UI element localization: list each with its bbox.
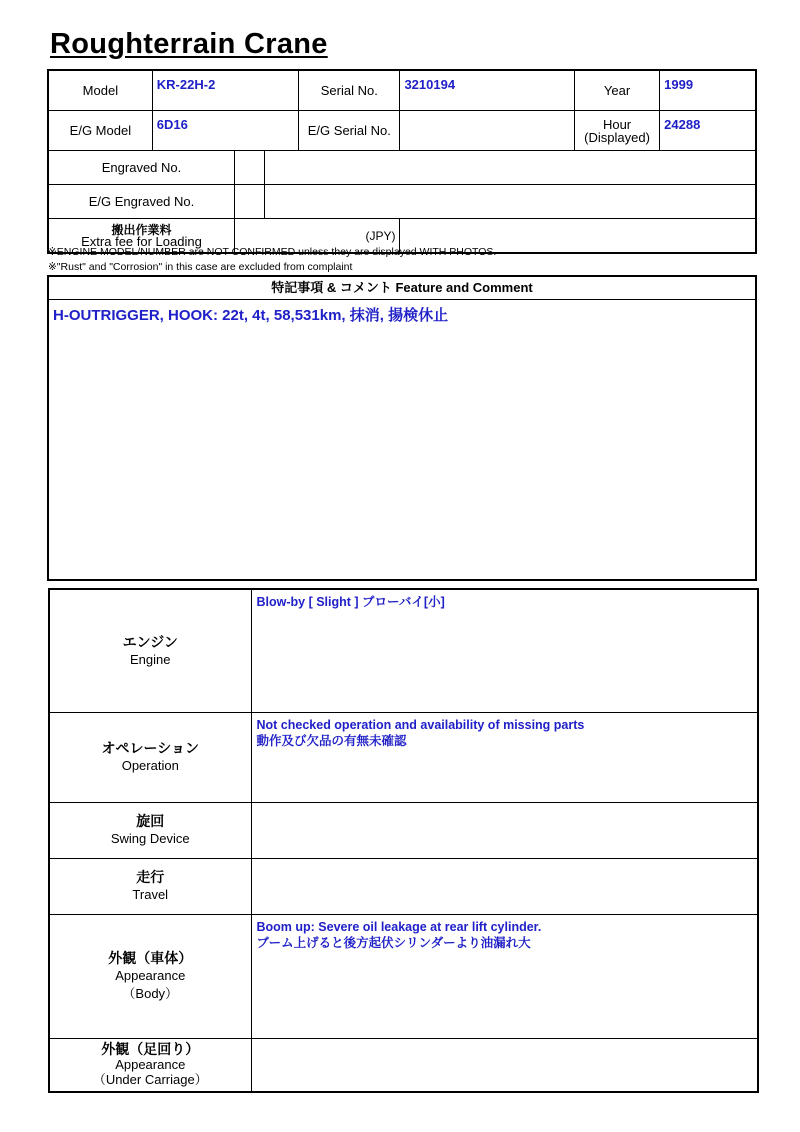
swing-label-en: Swing Device: [110, 831, 190, 846]
travel-label-jp: 走行: [136, 869, 165, 885]
appearance-under-label-en2: （Under Carriage）: [92, 1072, 208, 1088]
inspection-row-operation: [49, 712, 758, 802]
fee-label-jp: 搬出作業料: [111, 222, 172, 237]
inspection-row-appearance-body: [49, 914, 758, 1038]
appearance-body-comment-line2: ブーム上げると後方起伏シリンダーより油漏れ大: [256, 935, 531, 950]
engraved-label: Engraved No.: [48, 151, 235, 185]
appearance-body-label-jp: 外観（車体）: [108, 950, 193, 966]
inspection-row-appearance-undercarriage: [49, 1038, 758, 1092]
operation-label-jp: オペレーション: [101, 740, 199, 756]
operation-comment: [251, 712, 758, 802]
appearance-body-label-en2: （Body）: [122, 986, 179, 1001]
serial-value: 3210194: [400, 70, 574, 111]
appearance-under-label-jp: 外観（足回り）: [101, 1041, 200, 1058]
document-title: Roughterrain Crane: [50, 28, 328, 60]
inspection-table: [48, 588, 759, 1093]
spec-table: [47, 69, 757, 254]
engine-label-jp: エンジン: [122, 633, 178, 650]
hour-label-line1: Hour: [602, 116, 632, 132]
eg-model-label: E/G Model: [48, 111, 152, 151]
note-engine: ※ENGINE MODEL/NUMBER are NOT CONFIRMED unless they are displayed WITH PHOTOS.: [48, 246, 497, 258]
operation-comment-line2: 動作及び欠品の有無未確認: [256, 733, 407, 748]
operation-comment-line1: Not checked operation and availability of missing parts: [256, 717, 585, 732]
engine-comment-line1: Blow-by [ Slight ] ブローバイ[小]: [256, 595, 445, 609]
swing-comment: [251, 802, 758, 858]
hour-label-line2: (Displayed): [584, 129, 650, 145]
year-value: 1999: [660, 70, 756, 111]
engraved-value: [265, 151, 756, 185]
feature-box: [47, 275, 757, 581]
feature-header: 特記事項 & コメント Feature and Comment: [49, 277, 755, 300]
appearance-under-label-en: Appearance: [115, 1057, 186, 1073]
eg-engraved-label: E/G Engraved No.: [48, 185, 235, 219]
appearance-body-label-en: Appearance: [115, 968, 186, 983]
engine-comment: [251, 589, 758, 712]
hour-value: 24288: [660, 111, 756, 151]
engraved-box: [235, 151, 265, 185]
eg-engraved-value: [265, 185, 756, 219]
appearance-body-comment: [251, 914, 758, 1038]
travel-comment: [251, 858, 758, 914]
inspection-row-swing: [49, 802, 758, 858]
feature-text: H-OUTRIGGER, HOOK: 22t, 4t, 58,531km, 抹消, 揚検休止: [53, 307, 449, 324]
operation-label-en: Operation: [121, 758, 179, 773]
appearance-under-comment: [251, 1038, 758, 1092]
engine-label-en: Engine: [130, 651, 171, 667]
eg-model-value: 6D16: [152, 111, 298, 151]
hour-label: [574, 111, 659, 151]
eg-engraved-box: [235, 185, 265, 219]
inspection-row-travel: [49, 858, 758, 914]
eg-serial-label: E/G Serial No.: [299, 111, 400, 151]
model-label: Model: [48, 70, 152, 111]
year-label: Year: [574, 70, 659, 111]
eg-serial-value: [400, 111, 574, 151]
fee-unit: (JPY): [235, 219, 400, 254]
fee-label-en: Extra fee for Loading: [81, 233, 202, 249]
serial-label: Serial No.: [299, 70, 400, 111]
appearance-body-comment-line1: Boom up: Severe oil leakage at rear lift cylinder.: [256, 919, 542, 934]
inspection-row-engine: [49, 589, 758, 712]
swing-label-jp: 旋回: [136, 813, 165, 829]
note-rust: ※"Rust" and "Corrosion" in this case are excluded from complaint: [48, 261, 353, 273]
travel-label-en: Travel: [132, 887, 169, 902]
model-value: KR-22H-2: [152, 70, 298, 111]
